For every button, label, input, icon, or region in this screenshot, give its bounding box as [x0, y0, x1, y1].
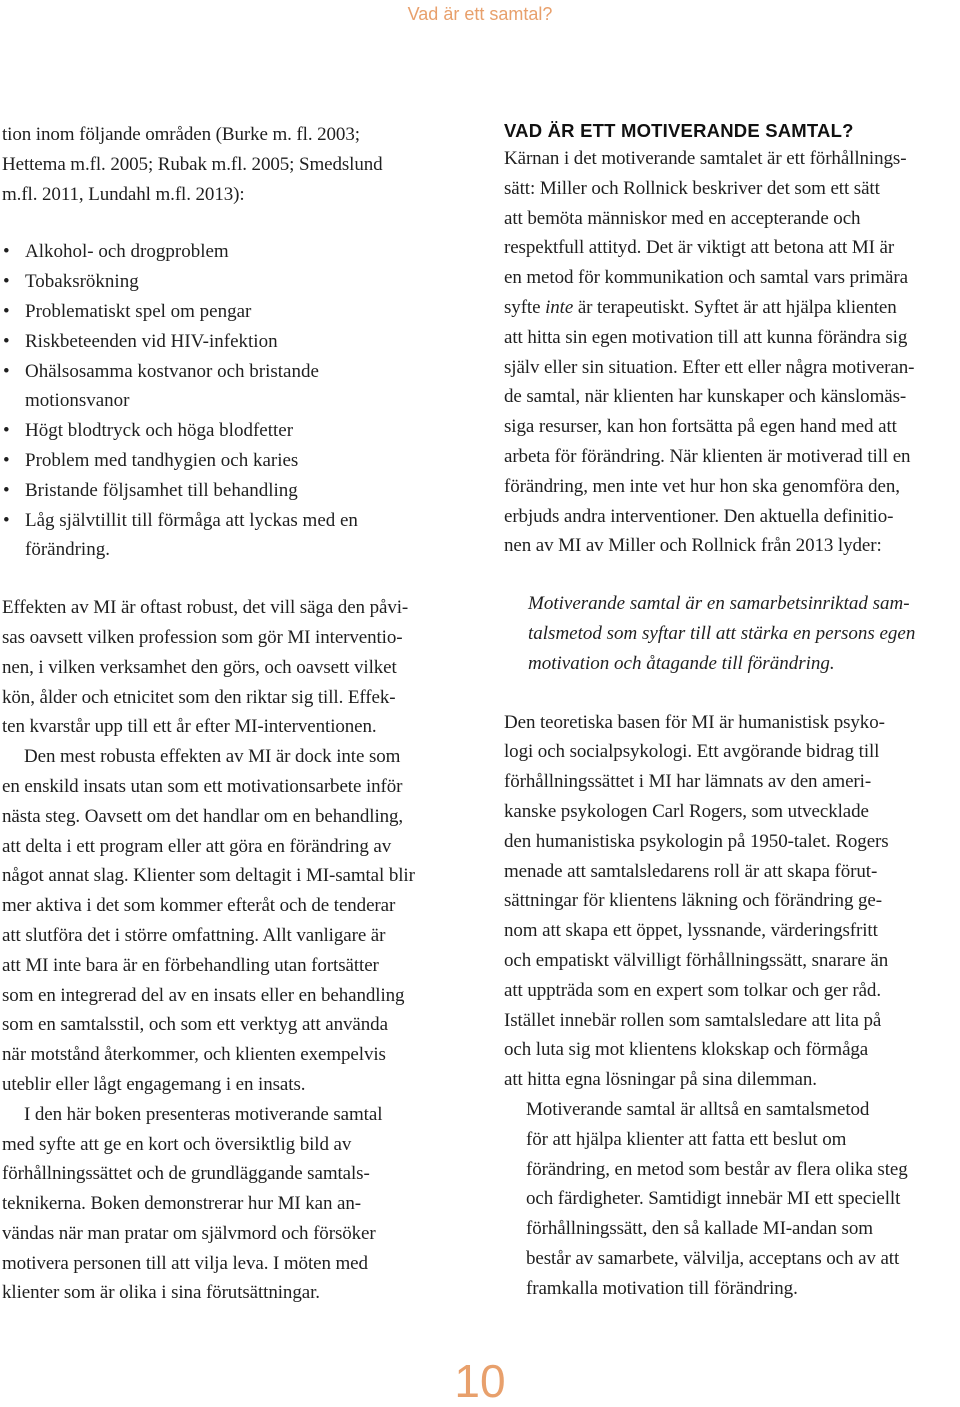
text-line: består av samarbete, välvilja, acceptans och av att	[526, 1247, 900, 1269]
text-line: kanske psykologen Carl Rogers, som utvecklade	[504, 800, 869, 822]
problem-area-list	[2, 237, 462, 565]
text-line: talsmetod som syftar till att stärka en persons egen	[528, 622, 916, 644]
left-column	[2, 120, 462, 1308]
right-column	[504, 120, 959, 1303]
text-line: ten kvarstår upp till ett år efter MI-interventionen.	[2, 716, 377, 738]
text-line: syfte inte är terapeutiskt. Syftet är att hjälpa klienten	[504, 296, 897, 318]
page-number: 10	[454, 1355, 506, 1407]
text-line: Motiverande samtal är alltså en samtalsmetod	[526, 1098, 870, 1120]
list-item: • Problem med tandhygien och karies	[2, 446, 462, 476]
text-line: förhållningssätt, den så kallade MI-andan som	[526, 1218, 873, 1240]
definition-quote	[504, 589, 959, 678]
text-line: uteblir eller lågt engagemang i en insats.	[2, 1073, 306, 1095]
text-line: erbjuds andra interventioner. Den aktuella definitio-	[504, 505, 894, 527]
text-line: Kärnan i det motiverande samtalet är ett förhållnings-	[504, 148, 907, 169]
paragraph-definition	[504, 144, 959, 561]
text-line: förhållningssättet i MI har lämnats av den ameri-	[504, 771, 872, 793]
text-line: att delta i ett program eller att göra en förändring av	[2, 835, 392, 857]
section-heading: VAD ÄR ETT MOTIVERANDE SAMTAL?	[504, 120, 854, 141]
text-line: att hitta egna lösningar på sina dilemman.	[504, 1069, 817, 1091]
list-item: • Alkohol- och drogproblem	[2, 237, 462, 267]
text-line: att slutföra det i större omfattning. Allt vanligare är	[2, 924, 386, 946]
paragraph	[2, 1100, 462, 1309]
text-line: Den mest robusta effekten av MI är dock inte som	[24, 746, 401, 768]
text-line: motivera personen till att vilja leva. I möten med	[2, 1252, 368, 1274]
text-line: som en samtalsstil, och som ett verktyg att använda	[2, 1014, 388, 1036]
text-line: Effekten av MI är oftast robust, det vill säga den påvi-	[2, 597, 409, 619]
text-line: Den teoretiska basen för MI är humanistisk psyko-	[504, 711, 885, 733]
text-line: en metod för kommunikation och samtal vars primära	[504, 267, 908, 289]
text-line: förändring, men inte vet hur hon ska genomföra den,	[504, 475, 900, 497]
list-item: • Ohälsosamma kostvanor och bristande	[2, 357, 462, 387]
text-line: nästa steg. Oavsett om det handlar om en behandling,	[2, 805, 404, 827]
text-line: Istället innebär rollen som samtalsledare att lita på	[504, 1009, 882, 1031]
running-header: Vad är ett samtal?	[407, 4, 553, 24]
text-line: och luta sig mot klientens klokskap och förmåga	[504, 1039, 869, 1061]
text-line: med syfte att ge en kort och översiktlig bild av	[2, 1133, 352, 1155]
list-item-continuation: motionsvanor	[25, 390, 130, 412]
text-line: den humanistiska psykologin på 1950-talet. Rogers	[504, 830, 889, 852]
text-line: arbeta för förändring. När klienten är motiverad till en	[504, 445, 911, 467]
text-line: nom att skapa ett öppet, lyssnande, värderingsfritt	[504, 920, 878, 942]
text-line: motivation och åtagande till förändring.	[528, 652, 835, 674]
list-item: • Problematiskt spel om pengar	[2, 297, 462, 327]
text-line: klienter som är olika i sina förutsättningar.	[2, 1282, 320, 1304]
text-line: Hettema m.fl. 2005; Rubak m.fl. 2005; Smedslund	[2, 153, 383, 175]
text-line: att uppträda som en expert som tolkar och ger råd.	[504, 979, 881, 1001]
text-line: nen, i vilken verksamhet den görs, och oavsett vilket	[2, 656, 397, 678]
text-line: att hitta sin egen motivation till att kunna förändra sig	[504, 326, 908, 348]
text-line: att MI inte bara är en förbehandling utan fortsätter	[2, 954, 379, 976]
text-line: och färdigheter. Samtidigt innebär MI ett speciellt	[526, 1188, 901, 1210]
text-line: mer aktiva i det som kommer efteråt och de tenderar	[2, 895, 396, 917]
intro-text	[2, 120, 462, 209]
text-line: teknikerna. Boken demonstrerar hur MI kan an-	[2, 1193, 362, 1215]
text-line: sas oavsett vilken profession som gör MI interventio-	[2, 626, 403, 648]
text-line: sätt: Miller och Rollnick beskriver det som ett sätt	[504, 177, 880, 199]
text-line: sättningar för klientens läkning och förändring ge-	[504, 890, 882, 912]
paragraph-theory	[504, 708, 959, 1095]
text-line: Motiverande samtal är en samarbetsinriktad sam-	[528, 593, 910, 615]
text-line: själv eller sin situation. Efter ett eller några motiveran-	[504, 356, 915, 378]
text-line: framkalla motivation till förändring.	[526, 1277, 798, 1299]
list-item: • Bristande följsamhet till behandling	[2, 476, 462, 506]
text-line: kön, ålder och etnicitet som den riktar sig till. Effek-	[2, 686, 396, 708]
text-line: när motstånd återkommer, och klienten exempelvis	[2, 1044, 386, 1066]
text-line: för att hjälpa klienter att fatta ett beslut om	[526, 1128, 847, 1150]
text-line: att bemöta människor med en accepterande och	[504, 207, 861, 229]
text-line: de samtal, när klienten har kunskaper och känslomäs-	[504, 386, 907, 408]
list-item: • Tobaksrökning	[2, 267, 462, 297]
list-item: • Riskbeteenden vid HIV-infektion	[2, 327, 462, 357]
text-line: förändring, en metod som består av flera olika steg	[526, 1158, 908, 1180]
paragraph	[2, 742, 462, 1100]
emphasis: inte	[545, 296, 574, 318]
text-line: I den här boken presenteras motiverande samtal	[24, 1103, 383, 1125]
text-line: m.fl. 2011, Lundahl m.fl. 2013):	[2, 183, 245, 205]
text-line: och empatiskt välvilligt förhållningssätt, snarare än	[504, 949, 889, 971]
list-item: • Högt blodtryck och höga blodfetter	[2, 416, 462, 446]
text-line: förhållningssättet och de grundläggande samtals-	[2, 1163, 370, 1185]
text-line: nen av MI av Miller och Rollnick från 2013 lyder:	[504, 535, 882, 557]
text-line: som en integrerad del av en insats eller en behandling	[2, 984, 405, 1006]
text-line: logi och socialpsykologi. Ett avgörande bidrag till	[504, 741, 880, 763]
text-line: vändas när man pratar om självmord och försöker	[2, 1222, 376, 1244]
text-line: en enskild insats utan som ett motivationsarbete inför	[2, 775, 403, 797]
text-line: respektfull attityd. Det är viktigt att betona att MI är	[504, 237, 895, 259]
text-line: tion inom följande områden (Burke m. fl. 2003;	[2, 124, 360, 145]
list-item: • Låg självtillit till förmåga att lyckas med en	[2, 506, 462, 536]
paragraph-summary	[504, 1095, 959, 1304]
text-line: menade att samtalsledarens roll är att skapa förut-	[504, 860, 878, 882]
list-item-continuation: förändring.	[25, 539, 110, 561]
text-line: siga resurser, kan hon fortsätta på egen hand med att	[504, 416, 897, 438]
paragraph	[2, 593, 462, 742]
left-body-text	[2, 593, 462, 1308]
text-line: något annat slag. Klienter som deltagit i MI-samtal blir	[2, 865, 415, 887]
